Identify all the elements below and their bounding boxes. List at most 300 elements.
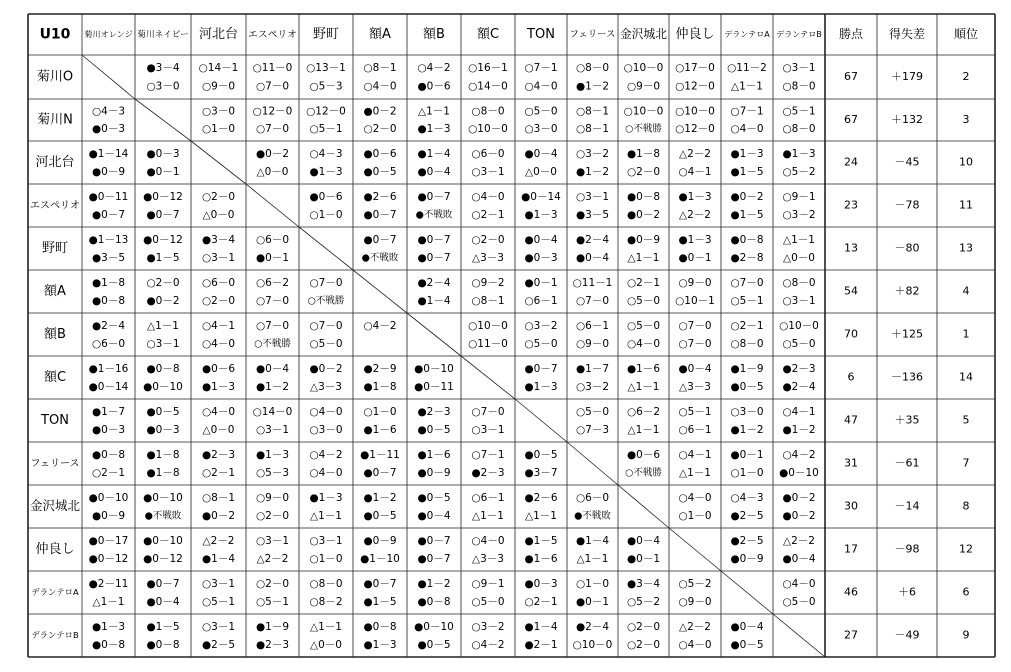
match-result: ○不戦勝 [254, 338, 291, 350]
match-result: ●0－8 [91, 448, 126, 461]
match-result: ●不戦敗 [361, 252, 399, 264]
match-result: ●1－8 [626, 147, 661, 160]
match-result: △3－3 [679, 380, 711, 393]
column-header: デランテロA [724, 30, 770, 39]
match-result: ●0－7 [524, 362, 558, 375]
match-result: ●0－10 [414, 620, 454, 633]
match-result: ●0－4 [524, 147, 558, 160]
match-result: △2－2 [256, 552, 289, 565]
match-result: △1－1 [310, 509, 342, 522]
match-result: ○1－0 [201, 123, 236, 136]
match-result: ○5－0 [626, 319, 661, 332]
diagonal-cell [773, 614, 825, 657]
match-result: ●0－5 [363, 509, 397, 522]
match-result: ●0－7 [146, 577, 180, 590]
match-result: ●0－10 [779, 466, 819, 479]
match-result: ○5－0 [626, 294, 661, 307]
match-result: ●0－1 [575, 595, 610, 608]
points-value: 6 [847, 370, 855, 384]
row-label: 河北台 [35, 155, 75, 170]
match-result: ●2－3 [201, 448, 236, 461]
diagonal-cell [82, 55, 135, 99]
match-result: △0－0 [310, 638, 342, 651]
match-result: ●不戦敗 [144, 510, 182, 522]
match-result: ○不戦勝 [625, 467, 662, 479]
match-result: ○5－0 [524, 337, 558, 350]
goal-diff-value: ＋125 [891, 327, 923, 341]
match-result: △1－1 [679, 466, 711, 479]
match-result: ○4－2 [417, 62, 451, 75]
match-result: ●1－8 [146, 448, 180, 461]
match-result: ●1－3 [782, 147, 816, 160]
match-result: ○2－0 [201, 190, 236, 203]
match-result: △3－3 [310, 380, 342, 393]
match-result: ○不戦勝 [625, 123, 662, 135]
row-label: 菊川O [36, 69, 74, 85]
match-result: ○9－0 [575, 337, 610, 350]
match-result: ●0－4 [417, 165, 451, 178]
match-result: ●1－7 [91, 405, 126, 418]
match-result: ○8－1 [471, 294, 505, 307]
match-result: ●1－3 [309, 491, 343, 504]
match-result: ●2－3 [417, 405, 451, 418]
match-result: ○10－0 [468, 319, 508, 332]
match-result: ○7－0 [730, 276, 764, 289]
goal-diff-value: ＋35 [894, 413, 920, 427]
match-result: ○7－0 [255, 319, 290, 332]
match-result: ○4－0 [201, 337, 236, 350]
match-result: ○5－2 [782, 165, 816, 178]
match-result: ●2－4 [782, 380, 816, 393]
match-result: ○6－0 [471, 147, 505, 160]
match-result: △1－1 [731, 80, 763, 93]
match-result: ○8－1 [363, 62, 397, 75]
match-result: ○4－3 [309, 147, 343, 160]
match-result: ○7－0 [575, 294, 610, 307]
stat-header: 勝点 [838, 27, 864, 41]
match-result: ●0－1 [146, 165, 180, 178]
match-result: ●0－3 [146, 423, 180, 436]
match-result: ○7－0 [471, 405, 505, 418]
match-result: ●1－3 [524, 208, 558, 221]
match-result: ●0－8 [146, 638, 180, 651]
match-result: ●0－5 [417, 423, 451, 436]
match-result: ○9－1 [471, 577, 505, 590]
row-label: フェリース [30, 458, 80, 470]
match-result: ○3－1 [146, 337, 180, 350]
match-result: ●0－17 [88, 534, 129, 547]
match-result: ○11－2 [727, 62, 767, 75]
match-result: ●0－2 [363, 105, 397, 118]
match-result: ●2－3 [471, 466, 505, 479]
match-result: ○6－1 [678, 423, 712, 436]
match-result: ○9－0 [626, 80, 661, 93]
match-result: ○17－0 [675, 62, 715, 75]
rank-value: 4 [962, 284, 970, 298]
rank-value: 8 [962, 499, 970, 513]
points-value: 46 [844, 585, 858, 599]
column-header: 額C [476, 27, 500, 42]
match-result: ○10－1 [675, 294, 715, 307]
match-result: ●0－9 [417, 466, 451, 479]
match-result: ○10－0 [623, 105, 664, 118]
rank-value: 5 [962, 413, 970, 427]
match-result: △0－0 [525, 165, 557, 178]
match-result: ●0－6 [363, 147, 397, 160]
column-header: フェリース [569, 29, 616, 40]
match-result: ●0－2 [626, 208, 661, 221]
match-result: ○8－0 [309, 577, 343, 590]
column-header: 仲良し [675, 27, 715, 42]
match-result: ○3－1 [309, 534, 343, 547]
match-result: ○2－1 [201, 466, 236, 479]
match-result: ●0－8 [146, 362, 180, 375]
match-result: ●0－5 [363, 165, 397, 178]
match-result: ○4－0 [782, 577, 816, 590]
match-result: ●0－4 [575, 251, 610, 264]
match-result: ●0－4 [255, 362, 290, 375]
match-result: ○2－0 [626, 638, 661, 651]
match-result: ●1－5 [730, 208, 764, 221]
match-result: ○8－1 [201, 491, 236, 504]
match-result: ●1－3 [730, 147, 764, 160]
column-header: 金沢城北 [620, 27, 667, 41]
match-result: ●0－3 [524, 577, 558, 590]
rank-value: 6 [962, 585, 970, 599]
goal-diff-value: －136 [891, 370, 923, 384]
match-result: ●1－10 [360, 552, 400, 565]
match-result: ●1－2 [417, 577, 451, 590]
diagonal-cell [353, 270, 407, 313]
stat-header: 順位 [953, 27, 979, 41]
match-result: ○11－1 [572, 276, 613, 289]
match-result: ○4－0 [309, 466, 343, 479]
match-result: ○10－0 [675, 105, 715, 118]
match-result: ○8－1 [575, 105, 610, 118]
points-value: 24 [844, 155, 858, 169]
match-result: ●1－4 [575, 534, 610, 547]
match-result: ○5－1 [201, 595, 236, 608]
match-result: ●1－2 [575, 165, 610, 178]
match-result: ●1－6 [524, 552, 558, 565]
match-result: △0－0 [256, 165, 289, 178]
match-result: ○2－1 [524, 595, 558, 608]
match-result: ●0－7 [146, 208, 180, 221]
row-label: 額B [44, 327, 66, 342]
match-result: ○2－0 [626, 165, 661, 178]
match-result: ●0－4 [417, 509, 451, 522]
rank-value: 11 [959, 198, 973, 212]
match-result: ●0－2 [201, 509, 236, 522]
row-label: デランテロA [31, 587, 79, 597]
match-result: ●0－8 [626, 190, 661, 203]
diagonal-cell [515, 399, 567, 442]
goal-diff-value: ＋132 [891, 113, 923, 126]
points-value: 27 [844, 628, 858, 642]
match-result: ●0－4 [730, 620, 764, 633]
match-result: ○12－0 [675, 80, 715, 93]
rank-value: 13 [959, 241, 973, 255]
match-result: ○5－1 [730, 294, 764, 307]
match-result: ●0－12 [143, 552, 183, 565]
match-result: ●0－2 [782, 509, 816, 522]
match-result: ●1－11 [360, 448, 400, 461]
match-result: ○1－0 [678, 509, 712, 522]
match-result: ●0－2 [255, 147, 290, 160]
match-result: ●1－5 [730, 165, 764, 178]
match-result: ●2－3 [782, 362, 816, 375]
match-result: ○3－1 [471, 423, 505, 436]
match-result: ○2－1 [626, 276, 661, 289]
match-result: ●1－3 [91, 620, 126, 633]
match-result: ○4－0 [524, 80, 558, 93]
goal-diff-value: ＋6 [898, 585, 916, 599]
match-result: ●不戦敗 [574, 510, 611, 522]
column-header: エスペリオ [248, 29, 297, 41]
row-label: 額C [43, 370, 67, 385]
match-result: ○2－0 [363, 123, 397, 136]
match-result: ○3－1 [471, 165, 505, 178]
match-result: ○2－0 [626, 620, 661, 633]
match-result: ●0－8 [730, 233, 764, 246]
match-result: ○3－1 [255, 423, 290, 436]
match-result: ○7－3 [575, 423, 610, 436]
match-result: ●1－3 [309, 165, 343, 178]
match-result: ●0－3 [91, 423, 126, 436]
match-result: △1－1 [147, 319, 179, 332]
match-result: ○10－0 [623, 62, 664, 75]
diagonal-cell [407, 313, 461, 356]
match-result: ○不戦勝 [307, 295, 345, 307]
match-result: ○11－0 [252, 62, 293, 75]
match-result: △1－1 [627, 423, 660, 436]
match-result: △1－1 [418, 105, 450, 118]
match-result: ●3－4 [146, 62, 180, 75]
stat-header: 得失差 [888, 27, 926, 41]
match-result: △2－2 [679, 147, 711, 160]
diagonal-cell [246, 184, 299, 227]
match-result: ○3－1 [201, 577, 236, 590]
goal-diff-value: －49 [894, 628, 920, 642]
match-result: ○8－0 [575, 62, 610, 75]
row-label: 仲良し [35, 542, 75, 557]
column-header: TON [527, 27, 555, 42]
match-result: ○3－2 [575, 147, 610, 160]
match-result: ●2－5 [730, 534, 764, 547]
match-result: ●0－7 [91, 208, 126, 221]
match-result: ○9－1 [782, 190, 816, 203]
match-result: ●1－5 [146, 620, 180, 633]
match-result: ●0－12 [143, 190, 183, 203]
match-result: ○6－0 [91, 337, 126, 350]
match-result: ●0－5 [524, 448, 558, 461]
match-result: ●0－10 [143, 380, 183, 393]
column-header: 河北台 [198, 27, 239, 42]
match-result: ●0－7 [417, 552, 451, 565]
match-result: ●0－3 [524, 251, 558, 264]
goal-diff-value: ＋82 [894, 284, 920, 298]
match-result: ●1－9 [255, 620, 290, 633]
match-result: ●1－5 [363, 595, 397, 608]
match-result: ○6－0 [255, 233, 290, 246]
match-result: ○2－0 [471, 233, 505, 246]
match-result: ○4－0 [471, 534, 505, 547]
match-result: ●1－2 [255, 380, 290, 393]
match-result: ○8－0 [782, 123, 816, 136]
match-result: ●2－9 [363, 362, 397, 375]
match-result: ●0－2 [730, 190, 764, 203]
match-result: ○3－0 [309, 423, 343, 436]
match-result: ●1－6 [363, 423, 397, 436]
goal-diff-value: －98 [894, 542, 920, 556]
match-result: ●0－9 [91, 509, 126, 522]
match-result: ○2－0 [146, 276, 180, 289]
match-result: ○4－0 [730, 123, 764, 136]
match-result: ○5－0 [471, 595, 505, 608]
match-result: ○3－0 [146, 80, 180, 93]
match-result: ○4－1 [678, 448, 712, 461]
match-result: ○4－0 [678, 638, 712, 651]
match-result: ○3－0 [730, 405, 764, 418]
points-value: 23 [844, 198, 858, 212]
match-result: ○8－0 [730, 337, 764, 350]
match-result: ○5－0 [782, 595, 816, 608]
match-result: ○3－1 [255, 534, 290, 547]
match-result: ●1－8 [146, 466, 180, 479]
match-result: ●0－2 [782, 491, 816, 504]
match-result: ●0－7 [417, 233, 451, 246]
match-result: ●2－6 [363, 190, 397, 203]
points-value: 54 [844, 284, 858, 298]
match-result: ●0－1 [255, 251, 290, 264]
match-result: ●1－3 [363, 638, 397, 651]
match-result: ●3－5 [91, 251, 126, 264]
match-result: ○4－1 [201, 319, 236, 332]
match-result: ○13－1 [306, 62, 346, 75]
diagonal-cell [618, 485, 669, 528]
match-result: ●0－8 [363, 620, 397, 633]
match-result: ●1－3 [255, 448, 290, 461]
match-result: ○4－0 [201, 405, 236, 418]
match-result: ○6－0 [201, 276, 236, 289]
match-result: ●3－7 [524, 466, 558, 479]
match-result: ○5－3 [309, 80, 343, 93]
match-result: ●0－5 [417, 638, 451, 651]
match-result: ○3－1 [782, 294, 816, 307]
rank-value: 12 [959, 542, 973, 556]
rank-value: 2 [962, 70, 970, 83]
match-result: ○6－0 [575, 491, 610, 504]
match-result: ○16－1 [468, 62, 508, 75]
match-result: ●1－6 [417, 448, 451, 461]
match-result: ●1－16 [88, 362, 129, 375]
rank-value: 10 [959, 155, 973, 169]
match-result: △3－3 [472, 552, 504, 565]
match-result: ●1－4 [201, 552, 236, 565]
match-result: ●2－5 [730, 509, 764, 522]
match-result: ●1－9 [730, 362, 764, 375]
match-result: ●2－4 [575, 620, 610, 633]
match-result: ○6－1 [524, 294, 558, 307]
match-result: ○1－0 [309, 552, 343, 565]
match-result: ●0－1 [730, 448, 764, 461]
match-result: ●1－2 [782, 423, 816, 436]
match-result: ○12－0 [675, 123, 715, 136]
table-title: U10 [39, 26, 71, 43]
goal-diff-value: －80 [894, 241, 920, 255]
match-result: ●1－3 [417, 123, 451, 136]
match-result: ●1－7 [575, 362, 610, 375]
diagonal-cell [461, 356, 515, 399]
match-result: ○12－0 [252, 105, 293, 118]
match-result: ●0－6 [626, 448, 661, 461]
match-result: ●1－3 [678, 190, 712, 203]
match-result: ○2－1 [730, 319, 764, 332]
match-result: ○14－0 [252, 405, 293, 418]
row-label: 菊川N [37, 112, 73, 128]
match-result: ●0－14 [521, 190, 561, 203]
rank-value: 3 [962, 113, 970, 126]
match-result: ○9－0 [201, 80, 236, 93]
match-result: ○2－0 [255, 509, 290, 522]
match-result: △2－2 [679, 208, 711, 221]
match-result: △1－1 [627, 251, 660, 264]
points-value: 67 [844, 70, 858, 83]
match-result: ○4－1 [678, 165, 712, 178]
column-header: 額B [423, 27, 445, 42]
rank-value: 9 [962, 628, 970, 642]
points-value: 13 [844, 241, 858, 255]
match-result: △0－0 [202, 423, 235, 436]
column-header: 菊川ネイビー [137, 30, 189, 40]
match-result: ○5－0 [524, 105, 558, 118]
match-result: ●0－8 [417, 595, 451, 608]
match-result: ○1－0 [363, 405, 397, 418]
match-result: ●1－5 [146, 251, 180, 264]
column-header: 額A [369, 27, 391, 42]
match-result: ●1－2 [730, 423, 764, 436]
match-result: ●0－4 [782, 552, 816, 565]
match-result: ○1－0 [309, 208, 343, 221]
match-result: ●2－11 [88, 577, 129, 590]
match-result: △1－1 [576, 552, 609, 565]
match-result: ○1－0 [575, 577, 610, 590]
match-result: ○3－2 [782, 208, 816, 221]
match-result: ○2－1 [471, 208, 505, 221]
match-result: ●1－8 [91, 276, 126, 289]
match-result: ○4－3 [730, 491, 764, 504]
match-result: ●0－6 [417, 80, 451, 93]
match-result: ○10－0 [779, 319, 819, 332]
column-header: 菊川オレンジ [84, 29, 133, 39]
match-result: ●2－4 [91, 319, 126, 332]
match-result: ●0－8 [91, 294, 126, 307]
row-label: エスペリオ [30, 200, 80, 212]
match-result: ○5－0 [782, 337, 816, 350]
match-result: △1－1 [92, 595, 125, 608]
column-header: 野町 [312, 27, 340, 42]
match-result: ○3－1 [575, 190, 610, 203]
match-result: ●0－4 [678, 362, 712, 375]
match-result: ○10－0 [468, 123, 508, 136]
match-result: ●0－10 [143, 534, 183, 547]
match-result: ○4－0 [309, 405, 343, 418]
match-result: ○3－0 [201, 105, 236, 118]
match-result: ○6－1 [471, 491, 505, 504]
match-result: ○4－2 [782, 448, 816, 461]
match-result: ●2－1 [524, 638, 558, 651]
match-result: ○10－0 [572, 638, 613, 651]
